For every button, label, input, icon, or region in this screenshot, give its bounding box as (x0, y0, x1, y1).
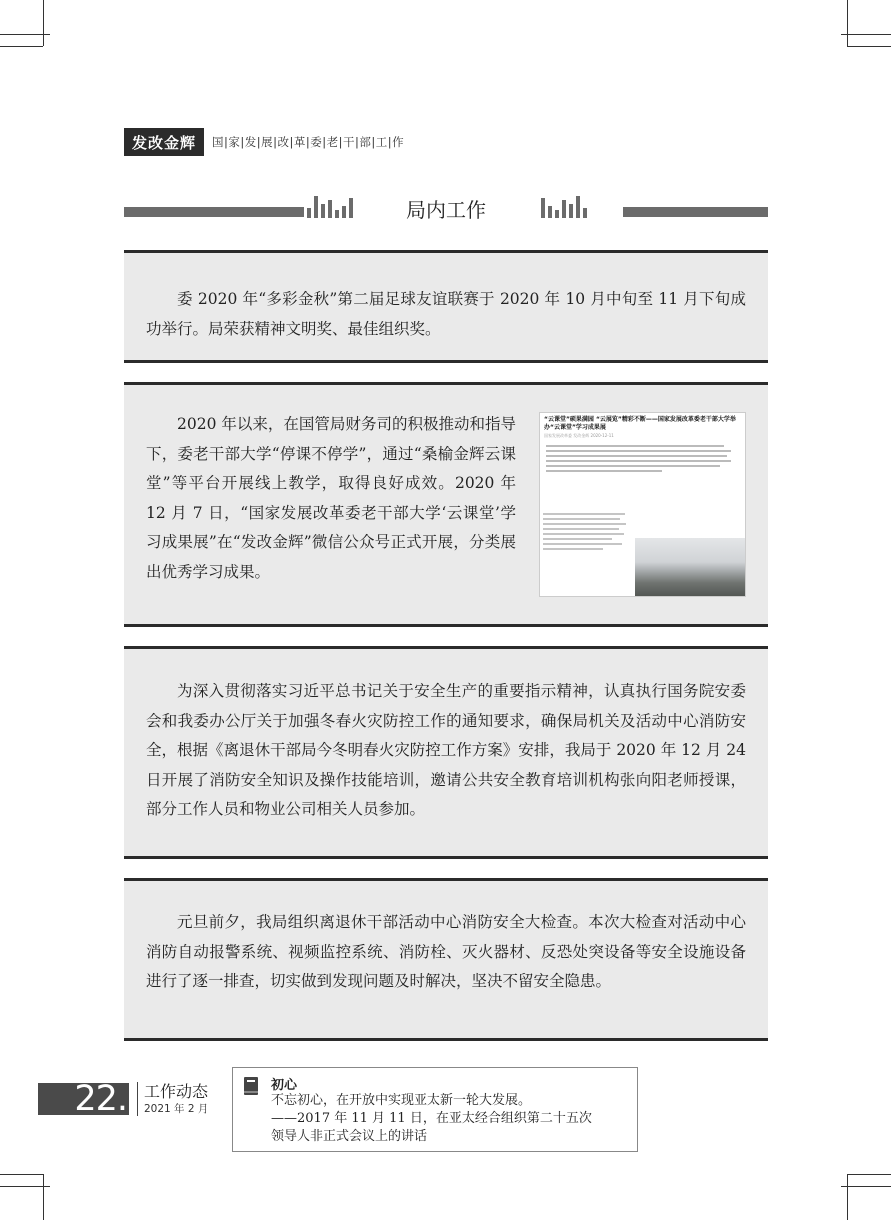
crop-mark (847, 0, 848, 46)
thumbnail-landscape-photo (635, 538, 746, 597)
header-badge: 发改金辉 (124, 128, 204, 156)
publication-info (137, 1082, 208, 1116)
thumbnail-caption-lines (543, 513, 629, 553)
equalizer-right-icon (541, 192, 587, 218)
publication-date: 2021 年 2 月 (144, 1103, 209, 1115)
thumbnail-text-lines (540, 441, 745, 472)
article-text: 2020 年以来，在国管局财务司的积极推动和指导下，委老干部大学“停课不停学”，通过“桑榆金辉云课堂”等平台开展线上教学，取得良好成效。2020 年 12 月 7 日，“国家发展改革委老干部大学‘云课堂’学习成果展”在“发改金辉”微信公众号正式开展，分类展出优秀学习成果。 (146, 415, 516, 581)
page-number-block (38, 1079, 129, 1119)
crop-mark (43, 0, 44, 46)
section-title-bar (124, 192, 768, 226)
article-text: 为深入贯彻落实习近平总书记关于安全生产的重要指示精神，认真执行国务院安委会和我委办公厅关于加强冬春火灾防控工作的通知要求，确保局机关及活动中心消防安全，根据《离退休干部局今冬明春火灾防控工作方案》安排，我局于 2020 年 12 月 24 日开展了消防安全知识及操作技能培训，邀请公共安全教育培训机构张向阳老师授课，部分工作人员和物业公司相关人员参加。 (146, 682, 746, 818)
book-icon (243, 1076, 260, 1096)
quote-line: 不忘初心，在开放中实现亚太新一轮大发展。 (271, 1093, 532, 1108)
quote-line: ——2017 年 11 月 11 日，在亚太经合组织第二十五次 (271, 1111, 592, 1126)
crop-mark (0, 34, 50, 35)
article-text: 委 2020 年“多彩金秋”第二届足球友谊联赛于 2020 年 10 月中旬至 11 月下旬成功举行。局荣获精神文明奖、最佳组织奖。 (146, 290, 746, 338)
crop-mark (847, 1174, 891, 1175)
article-block (124, 878, 768, 1041)
section-title: 局内工作 (406, 198, 486, 222)
crop-mark (847, 1174, 848, 1220)
quote-box (232, 1067, 638, 1152)
title-bar-right (623, 207, 768, 217)
crop-mark (841, 34, 891, 35)
article-block (124, 646, 768, 859)
crop-mark (0, 1174, 43, 1175)
crop-mark (0, 46, 43, 47)
page-number: 22. (74, 1079, 127, 1119)
article-block (124, 382, 768, 627)
article-text: 元旦前夕，我局组织离退休干部活动中心消防安全大检查。本次大检查对活动中心消防自动报警系统、视频监控系统、消防栓、灭火器材、反恐处突设备等安全设施设备进行了逐一排查，切实做到发现问题及时解决，坚决不留安全隐患。 (146, 913, 746, 990)
article-thumbnail (539, 412, 746, 597)
thumbnail-meta: 国家发展改革委 发改金辉 2020-12-11 (544, 433, 614, 438)
crop-mark (847, 46, 891, 47)
quote-line: 领导人非正式会议上的讲话 (271, 1129, 428, 1144)
page-header (124, 128, 404, 156)
crop-mark (0, 1186, 50, 1187)
quote-title: 初心 (271, 1078, 298, 1093)
publication-name: 工作动态 (144, 1082, 209, 1101)
crop-mark (43, 1174, 44, 1220)
header-nav-text: 国|家|发|展|改|革|委|老|干|部|工|作 (212, 135, 405, 149)
crop-mark (841, 1186, 891, 1187)
article-block (124, 250, 768, 363)
thumbnail-title: “云课堂”硕果满园 “云展览”精彩不断——国家发展改革委老干部大学举办“云课堂”学习成果展 (544, 416, 736, 431)
